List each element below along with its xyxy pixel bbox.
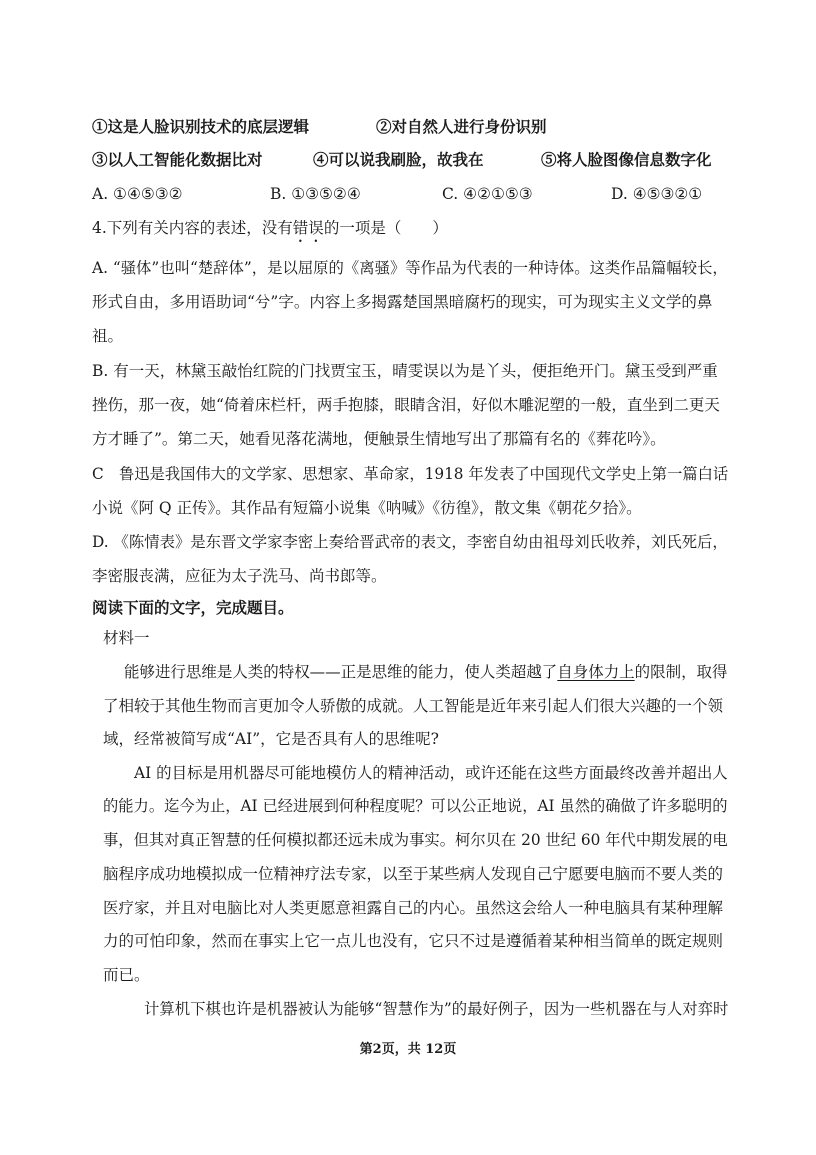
page-footer: 第2页，共 12页 <box>359 1042 457 1057</box>
paragraph-2-line-1: AI 的目标是用机器尽可能地模仿人的精神活动，或许还能在这些方面最终改善并超出人 <box>134 764 728 782</box>
question-4-stem <box>92 218 448 246</box>
paragraph-3-line-1: 计算机下棋也许是机器被认为能够“智慧作为”的最好例子，因为一些机器在与人对弈时 <box>144 1000 729 1018</box>
paragraph-2-line-5: 医疗家，并且对电脑比对人类更愿意袒露自己的内心。虽然这会给人一种电脑具有某种理解 <box>103 899 724 917</box>
q4-option-b-line-3: 方才睡了”。第二天，她看见落花满地，便触景生情地写出了那篇有名的《葬花吟》。 <box>92 430 666 448</box>
q4-option-c-line-2: 小说《阿 Q 正传》。其作品有短篇小说集《呐喊》《彷徨》，散文集《朝花夕拾》。 <box>92 499 642 517</box>
question-4-emphasis: 错误 <box>292 219 324 237</box>
q4-option-b-line-2: 挫伤，那一夜，她“倚着床栏杆，两手抱膝，眼睛含泪，好似木雕泥塑的一般，直坐到二更天 <box>92 396 720 414</box>
paragraph-2-line-2: 的能力。迄今为止，AI 已经进展到何种程度呢？可以公正地说，AI 虽然的确做了许多聪明的 <box>103 797 728 815</box>
paragraph-2-line-7: 而已。 <box>103 966 150 984</box>
q4-option-c-line-1: C 鲁迅是我国伟大的文学家、思想家、革命家，1918 年发表了中国现代文学史上第一篇白话 <box>92 465 729 483</box>
material-heading: 材料一 <box>103 629 150 647</box>
answer-c: C. ④②①⑤③ <box>442 185 533 203</box>
paragraph-1-line-1 <box>124 662 728 682</box>
paragraph-1-line-3: 域，经常被简写成“AI”，它是否具有人的思维呢? <box>103 730 439 748</box>
option-1: ①这是人脸识别技术的底层逻辑 <box>92 117 310 136</box>
q4-option-a-line-3: 祖。 <box>92 327 124 345</box>
paragraph-2-line-4: 脑程序成功地模拟成一位精神疗法专家，以至于某些病人发现自己宁愿要电脑而不要人类的 <box>103 865 724 883</box>
reading-instruction: 阅读下面的文字，完成题目。 <box>92 598 294 617</box>
underlined-phrase: 自身体力上 <box>557 663 635 681</box>
q4-option-d-line-1: D. 《陈情表》是东晋文学家李密上奏给晋武帝的表文，李密自幼由祖母刘氏收养，刘氏死后， <box>92 533 728 551</box>
option-5: ⑤将人脸图像信息数字化 <box>541 150 712 169</box>
paragraph-1-line-2: 了相较于其他生物而言更加令人骄傲的成就。人工智能是近年来引起人们很大兴趣的一个领 <box>103 697 724 715</box>
option-2: ②对自然人进行身份识别 <box>376 117 547 136</box>
question-4-prefix: 4.下列有关内容的表述，没有 <box>92 219 293 237</box>
paragraph-2-line-3: 事，但其对真正智慧的任何模拟都还远未成为事实。柯尔贝在 20 世纪 60 年代中期发展的电 <box>103 831 728 849</box>
paragraph-1-line-1-start: 能够进行思维是人类的特权——正是思维的能力，使人类超越了 <box>124 663 558 681</box>
q4-option-a-line-2: 形式自由，多用语助词“兮”字。内容上多揭露楚国黑暗腐朽的现实，可为现实主义文学的鼻 <box>92 293 713 311</box>
option-4: ④可以说我刷脸，故我在 <box>313 150 484 169</box>
paragraph-2-line-6: 力的可怕印象，然而在事实上它一点儿也没有，它只不过是遵循着某种相当简单的既定规则 <box>103 932 724 950</box>
q4-option-a-line-1: A. “骚体”也叫“楚辞体”，是以屈原的《离骚》等作品为代表的一种诗体。这类作品篇幅较长， <box>92 259 728 277</box>
question-4-suffix: 的一项是（ ） <box>323 219 448 237</box>
answer-d: D. ④⑤③②① <box>611 185 703 203</box>
answer-a: A. ①④⑤③② <box>92 185 183 203</box>
q4-option-d-line-2: 李密服丧满，应征为太子洗马、尚书郎等。 <box>92 567 387 585</box>
option-3: ③以人工智能化数据比对 <box>92 150 263 169</box>
q4-option-b-line-1: B. 有一天，林黛玉敲怡红院的门找贾宝玉，晴雯误以为是丫头，便拒绝开门。黛玉受到严重 <box>92 362 718 380</box>
paragraph-1-line-1-end: 的限制，取得 <box>634 663 728 681</box>
answer-b: B. ①③⑤②④ <box>270 185 361 203</box>
